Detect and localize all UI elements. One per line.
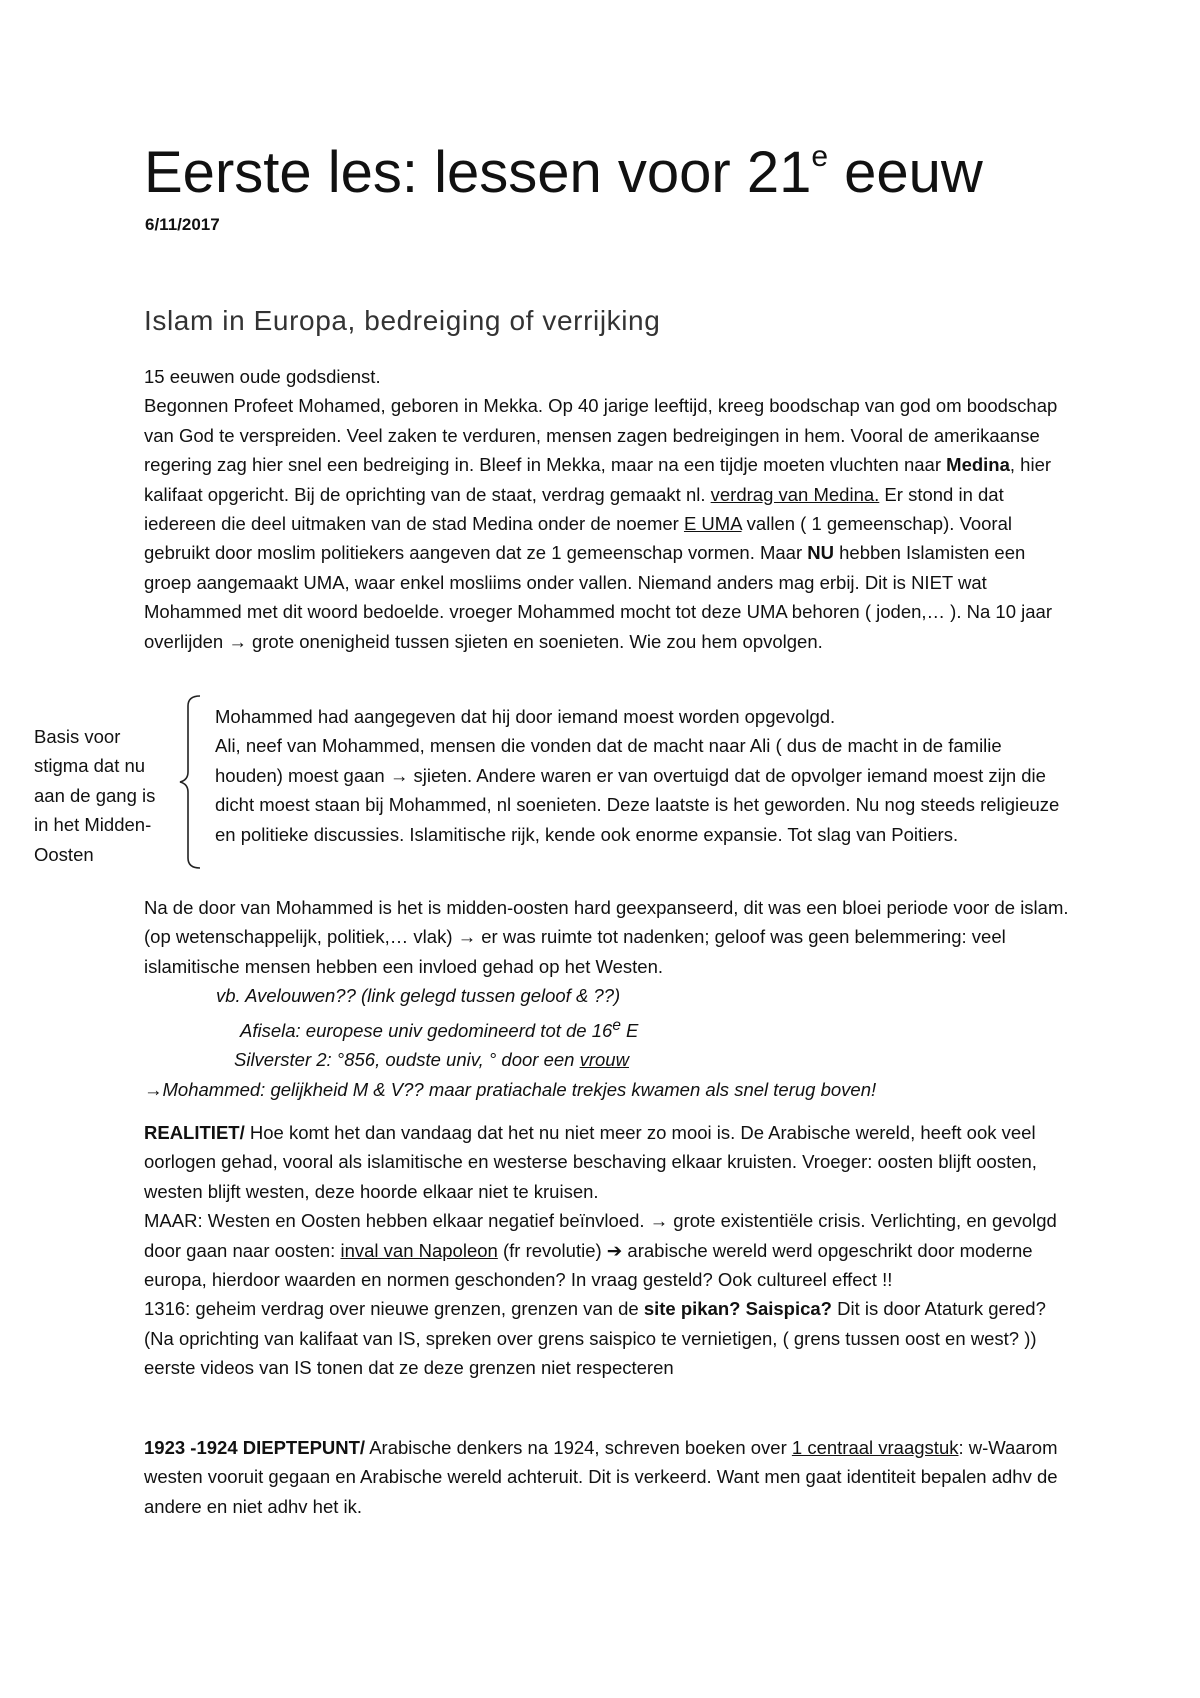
section-intro <box>144 362 1074 656</box>
section-expansion <box>144 893 1074 1104</box>
maar-paragraph: MAAR: Westen en Oosten hebben elkaar negatief beïnvloed. → grote existentiële crisis. Verlichting, en gevolgd door gaan naar oosten: inval van Napoleon (fr revolutie) ➔ arabische wereld werd opgeschrikt door moderne europa, hierdoor waarden en normen geschonden? In vraag gesteld? Ook cultureel effect !! <box>144 1210 1057 1291</box>
dieptepunt-paragraph: 1923 -1924 DIEPTEPUNT/ Arabische denkers na 1924, schreven boeken over 1 centraal vraagstuk: w-Waarom westen vooruit gegaan en Arabische wereld achteruit. Dit is verkeerd. Want men gaat identiteit bepalen adhv de andere en niet adhv het ik. <box>144 1437 1058 1517</box>
dieptepunt-label: 1923 -1924 DIEPTEPUNT/ <box>144 1437 366 1458</box>
section-dieptepunt <box>144 1433 1074 1521</box>
page-title <box>144 140 983 205</box>
title-main: Eerste les: lessen voor 21 <box>144 140 812 205</box>
margin-note: Basis voor stigma dat nu aan de gang is in het Midden-Oosten <box>34 726 156 865</box>
intro-line: 15 eeuwen oude godsdienst. <box>144 366 381 387</box>
curly-brace-shape <box>178 692 208 872</box>
vrouw-underlined: vrouw <box>579 1049 629 1071</box>
title-end: eeuw <box>828 140 983 205</box>
silverster-line: Silverster 2: °856, oudste univ, ° door een vrouw <box>234 1049 629 1071</box>
expansion-paragraph: Na de door van Mohammed is het is midden-oosten hard geexpanseerd, dit was een bloei periode voor de islam. (op wetenschappelijk, politiek,… vlak) → er was ruimte tot nadenken; geloof was geen belemmering: veel islamitische mensen hebben een invloed gehad op het Westen. <box>144 897 1069 977</box>
bracketed-paragraph <box>215 702 1065 849</box>
bracketed-line-1: Mohammed had aangegeven dat hij door iemand moest worden opgevolgd. <box>215 706 836 727</box>
mohammed-equality-line: →Mohammed: gelijkheid M & V?? maar pratiachale trekjes kwamen als snel terug boven! <box>144 1078 877 1100</box>
section-subtitle: Islam in Europa, bedreiging of verrijking <box>144 305 661 336</box>
title-superscript: e <box>811 140 829 173</box>
medina-bold: Medina <box>946 454 1010 476</box>
realitiet-label: REALITIET/ <box>144 1122 245 1143</box>
section-realitiet <box>144 1118 1074 1383</box>
intro-paragraph: Begonnen Profeet Mohamed, geboren in Mekka. Op 40 jarige leeftijd, kreeg boodschap van god om boodschap van God te verspreiden. Veel zaken te verduren, mensen zagen bedreigingen in hem. Vooral de amerikaanse regering zag hier snel een bedreiging in. Bleef in Mekka, maar na een tijdje moeten vluchten naar Medina, hier kalifaat opgericht. Bij de oprichting van de staat, verdrag gemaakt nl. verdrag van Medina. Er stond in dat iedereen die deel uitmaken van de stad Medina onder de noemer E UMA vallen ( 1 gemeenschap). Vooral gebruikt door moslim politiekers aangeven dat ze 1 gemeenschap vormen. Maar NU hebben Islamisten een groep aangemaakt UMA, waar enkel mosliims onder vallen. Niemand anders mag erbij. Dit is NIET wat Mohammed met dit woord bedoelde. vroeger Mohammed mocht tot deze UMA behoren ( joden,… ). Na 10 jaar overlijden → grote onenigheid tussen sjieten en soenieten. Wie zou hem opvolgen. <box>144 395 1058 652</box>
inval-napoleon-underlined: inval van Napoleon <box>340 1239 498 1261</box>
vraagstuk-underlined: 1 centraal vraagstuk <box>791 1437 959 1458</box>
site-pikan-bold: site pikan? Saispica? <box>643 1298 832 1320</box>
realitiet-paragraph: REALITIET/ Hoe komt het dan vandaag dat het nu niet meer zo mooi is. De Arabische wereld, heeft ook veel oorlogen gehad, vooral als islamitische en westerse beschaving elkaar kruisten. Vroeger: oosten blijft oosten, westen blijft westen, deze hoorde elkaar niet te kruisen. <box>144 1122 1037 1202</box>
bracketed-line-2: Ali, neef van Mohammed, mensen die vonden dat de macht naar Ali ( dus de macht in de familie houden) moest gaan → sjieten. Andere waren er van overtuigd dat de opvolger iemand moest zijn die dicht moest staan bij Mohammed, nl soenieten. Deze laatste is het geworden. Nu nog steeds religieuze en politieke discussies. Islamitische rijk, kende ook enorme expansie. Tot slag van Poitiers. <box>215 735 1060 845</box>
verdrag-link-text: verdrag van Medina. <box>710 483 880 505</box>
afisela-line: Afisela: europese univ gedomineerd tot de 16e E <box>240 1016 639 1041</box>
example-line: vb. Avelouwen?? (link gelegd tussen geloof & ??) <box>216 985 621 1007</box>
year-1316-paragraph: 1316: geheim verdrag over nieuwe grenzen, grenzen van de site pikan? Saispica? Dit is door Ataturk gered? (Na oprichting van kalifaat van IS, spreken over grens saispico te vernietigen, ( grens tussen oost en west? )) eerste videos van IS tonen dat ze deze grenzen niet respecteren <box>144 1298 1046 1379</box>
nu-bold: NU <box>807 542 834 564</box>
euma-underlined: E UMA <box>683 513 742 535</box>
document-date: 6/11/2017 <box>145 215 220 234</box>
